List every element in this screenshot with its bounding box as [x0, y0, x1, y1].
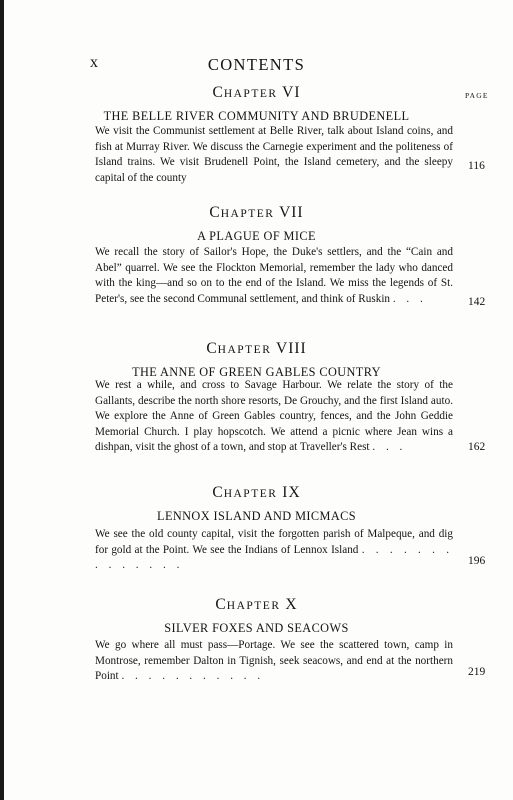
chapter-word-initial: C: [212, 84, 224, 101]
chapter-word-rest: HAPTER: [226, 600, 281, 612]
page-column-label: PAGE: [465, 91, 489, 100]
chapter-leader-dots: . . .: [372, 441, 407, 454]
chapter-page-ref: 142: [468, 296, 486, 308]
chapter-numeral: VI: [282, 84, 301, 101]
chapter-heading: [0, 482, 513, 504]
page-title: CONTENTS: [207, 55, 306, 74]
chapter-summary-text: We go where all must pass—Portage. We see the scattered town, camp in Montrose, remember Dalton in Tignish, seek seacows, and end at the northern Point: [95, 639, 453, 683]
chapter-summary: [95, 124, 453, 186]
chapter-ix: [0, 482, 513, 525]
chapter-word-rest: HAPTER: [223, 88, 278, 100]
chapter-leader-dots: . . .: [392, 292, 427, 305]
chapter-summary: [95, 378, 453, 456]
chapter-page-ref: 219: [468, 666, 486, 678]
chapter-vi: [0, 82, 513, 125]
chapter-word-initial: C: [209, 204, 221, 221]
chapter-subtitle: LENNOX ISLAND AND MICMACS: [157, 509, 356, 523]
chapter-word-initial: C: [215, 596, 227, 613]
chapter-heading: [0, 338, 513, 360]
chapter-heading: [0, 594, 513, 616]
chapter-heading: [0, 202, 513, 224]
chapter-vii: [0, 202, 513, 245]
chapter-numeral: VII: [279, 204, 304, 221]
chapter-word-initial: C: [212, 484, 224, 501]
chapter-subtitle: THE BELLE RIVER COMMUNITY AND BRUDENELL: [103, 109, 410, 123]
chapter-numeral: VIII: [276, 340, 307, 357]
chapter-viii: [0, 338, 513, 381]
chapter-summary-text: We rest a while, and cross to Savage Harbour. We relate the story of the Gallants, describe the north shore resorts, De Grouchy, and the first Island auto. We explore the Anne of Green Gables country, fences, and the John Geddie Memorial Church. I play hopscotch. We attend a picnic where Jean wins a dishpan, visit the ghost of a town, and stop at Traveller's Rest: [95, 379, 453, 454]
chapter-leader-dots: . . . . . . . . . . . . . .: [95, 543, 454, 572]
chapter-heading: [0, 82, 513, 104]
page-number: x: [90, 54, 99, 71]
chapter-word-rest: HAPTER: [223, 488, 278, 500]
chapter-numeral: IX: [282, 484, 301, 501]
chapter-leader-dots: . . . . . . . . . . .: [121, 670, 265, 683]
chapter-word-rest: HAPTER: [220, 208, 275, 220]
chapter-page-ref: 196: [468, 555, 486, 567]
chapter-numeral: X: [285, 596, 298, 613]
chapter-subtitle: SILVER FOXES AND SEACOWS: [164, 621, 349, 635]
chapter-page-ref: 162: [468, 441, 486, 453]
chapter-page-ref: 116: [468, 160, 485, 172]
chapter-word-rest: HAPTER: [217, 344, 272, 356]
chapter-summary: [95, 527, 453, 574]
chapter-x: [0, 594, 513, 637]
chapter-summary-text: We visit the Communist settlement at Belle River, talk about Island coins, and fish at Murray River. We discuss the Carnegie experiment and the politeness of Island trains. We visit Brudenell Point, the Island cemetery, and the sleepy capital of the county: [95, 125, 453, 184]
chapter-word-initial: C: [206, 340, 218, 357]
chapter-summary: [95, 638, 453, 685]
chapter-summary: [95, 245, 453, 307]
chapter-subtitle: A PLAGUE OF MICE: [197, 229, 316, 243]
chapter-summary-text: We see the old county capital, visit the forgotten parish of Malpeque, and dig for gold at the Point. We see the Indians of Lennox Island: [95, 528, 453, 556]
chapter-summary-text: We recall the story of Sailor's Hope, the Duke's settlers, and the “Cain and Abel” quarrel. We see the Flockton Memorial, remember the lady who danced with the king—and so on to the end of the Island. We miss the legends of St. Peter's, see the second Communal settlement, and think of Ruskin: [95, 246, 453, 305]
chapter-subtitle: THE ANNE OF GREEN GABLES COUNTRY: [132, 365, 381, 379]
